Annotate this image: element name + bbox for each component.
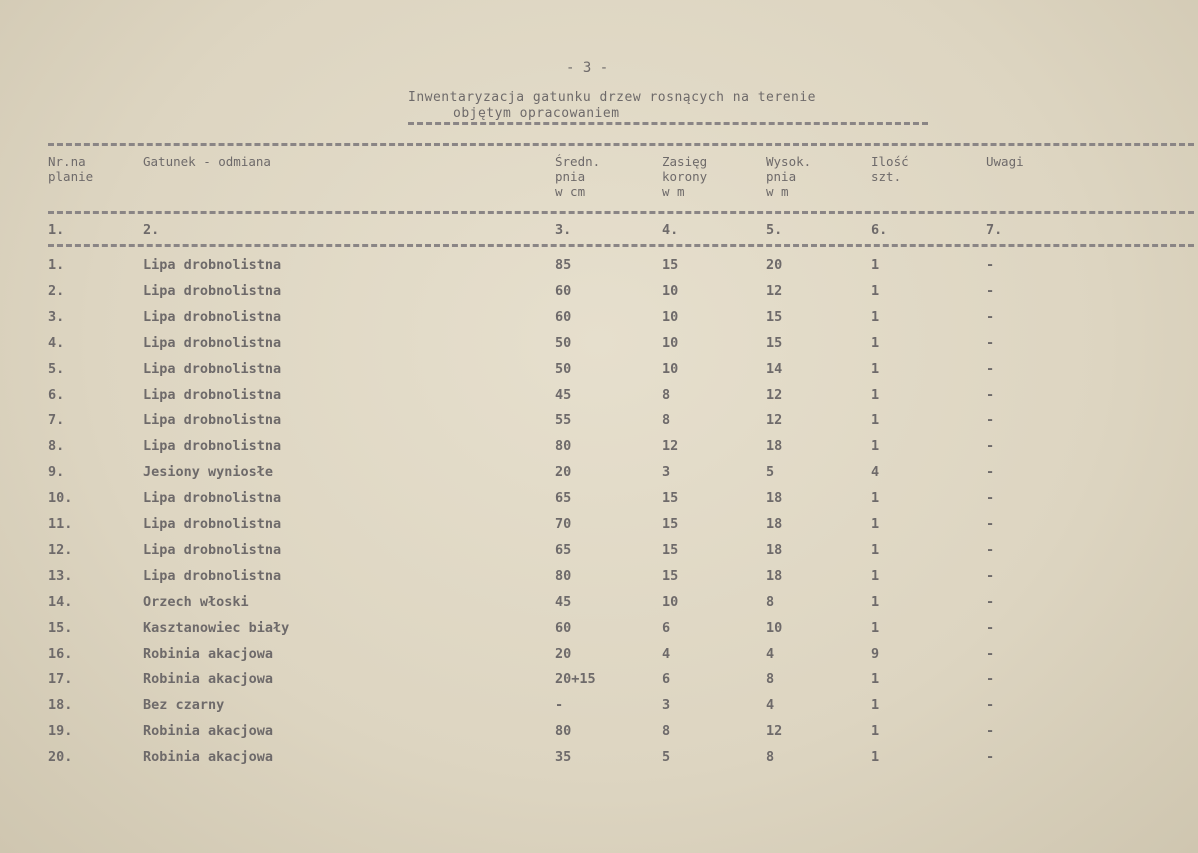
cell-ilosc: 1: [871, 412, 880, 429]
cell-srednica: 20: [555, 645, 572, 662]
cell-zasieg: 10: [662, 308, 679, 325]
header-uwagi: Uwagi: [986, 154, 1024, 169]
column-number: 4.: [662, 222, 679, 238]
cell-srednica: -: [555, 697, 564, 714]
cell-wysokosc: 15: [766, 308, 783, 325]
header-zasieg: Zasięg korony w m: [662, 154, 708, 199]
cell-zasieg: 15: [662, 257, 679, 273]
column-number: 3.: [555, 222, 572, 238]
cell-gatunek: Lipa drobnolistna: [143, 541, 282, 558]
column-number: 1.: [48, 222, 65, 238]
cell-ilosc: 1: [871, 697, 880, 714]
cell-wysokosc: 12: [766, 723, 783, 740]
cell-wysokosc: 20: [766, 257, 783, 273]
cell-uwagi: -: [986, 541, 995, 558]
document-title-line-1: Inwentaryzacja gatunku drzew rosnących na terenie: [408, 90, 817, 105]
cell-gatunek: Lipa drobnolistna: [143, 282, 282, 299]
cell-nr: 6.: [48, 386, 65, 403]
column-number: 2.: [143, 222, 160, 238]
cell-uwagi: -: [986, 516, 995, 532]
cell-uwagi: -: [986, 360, 995, 377]
cell-zasieg: 6: [662, 619, 671, 636]
cell-nr: 10.: [48, 490, 73, 507]
header-bottom-rule: [48, 211, 1194, 214]
table-row: [0, 464, 1198, 490]
cell-srednica: 35: [555, 749, 572, 766]
cell-wysokosc: 18: [766, 541, 783, 558]
cell-gatunek: Lipa drobnolistna: [143, 386, 282, 403]
cell-nr: 1.: [48, 257, 65, 273]
cell-wysokosc: 8: [766, 749, 775, 766]
cell-nr: 3.: [48, 308, 65, 325]
cell-zasieg: 12: [662, 438, 679, 455]
cell-gatunek: Robinia akacjowa: [143, 671, 274, 688]
cell-ilosc: 1: [871, 386, 880, 403]
cell-ilosc: 1: [871, 723, 880, 740]
header-nr: Nr.na planie: [48, 154, 94, 184]
cell-ilosc: 1: [871, 541, 880, 558]
cell-wysokosc: 5: [766, 464, 775, 481]
cell-nr: 17.: [48, 671, 73, 688]
cell-nr: 11.: [48, 516, 73, 532]
cell-uwagi: -: [986, 619, 995, 636]
table-row: [0, 542, 1198, 568]
cell-nr: 2.: [48, 282, 65, 299]
table-row: [0, 335, 1198, 361]
cell-zasieg: 15: [662, 516, 679, 532]
cell-nr: 5.: [48, 360, 65, 377]
cell-srednica: 20+15: [555, 671, 596, 688]
cell-ilosc: 1: [871, 257, 880, 273]
cell-srednica: 80: [555, 438, 572, 455]
header-gatunek: Gatunek - odmiana: [143, 154, 271, 169]
table-top-rule: [48, 143, 1194, 146]
cell-srednica: 60: [555, 308, 572, 325]
cell-gatunek: Robinia akacjowa: [143, 723, 274, 740]
cell-nr: 20.: [48, 749, 73, 766]
table-row: [0, 620, 1198, 646]
cell-zasieg: 3: [662, 464, 671, 481]
cell-ilosc: 4: [871, 464, 880, 481]
cell-wysokosc: 10: [766, 619, 783, 636]
cell-wysokosc: 12: [766, 386, 783, 403]
table-row: [0, 516, 1198, 542]
cell-ilosc: 1: [871, 438, 880, 455]
cell-ilosc: 1: [871, 282, 880, 299]
cell-uwagi: -: [986, 697, 995, 714]
cell-ilosc: 1: [871, 749, 880, 766]
cell-zasieg: 6: [662, 671, 671, 688]
header-wysokosc: Wysok. pnia w m: [766, 154, 812, 199]
cell-gatunek: Lipa drobnolistna: [143, 516, 282, 532]
cell-nr: 9.: [48, 464, 65, 481]
cell-srednica: 65: [555, 541, 572, 558]
cell-nr: 14.: [48, 593, 73, 610]
table-row: [0, 257, 1198, 283]
cell-srednica: 20: [555, 464, 572, 481]
table-row: [0, 671, 1198, 697]
cell-wysokosc: 8: [766, 593, 775, 610]
cell-wysokosc: 8: [766, 671, 775, 688]
cell-gatunek: Robinia akacjowa: [143, 645, 274, 662]
cell-gatunek: Robinia akacjowa: [143, 749, 274, 766]
cell-srednica: 45: [555, 593, 572, 610]
cell-zasieg: 8: [662, 723, 671, 740]
cell-zasieg: 15: [662, 541, 679, 558]
cell-ilosc: 1: [871, 360, 880, 377]
cell-uwagi: -: [986, 282, 995, 299]
cell-gatunek: Lipa drobnolistna: [143, 490, 282, 507]
cell-gatunek: Lipa drobnolistna: [143, 334, 282, 351]
cell-uwagi: -: [986, 723, 995, 740]
table-row: [0, 387, 1198, 413]
table-row: [0, 749, 1198, 775]
numbers-bottom-rule: [48, 244, 1194, 247]
table-row: [0, 412, 1198, 438]
cell-uwagi: -: [986, 593, 995, 610]
cell-gatunek: Orzech włoski: [143, 593, 249, 610]
cell-uwagi: -: [986, 671, 995, 688]
cell-uwagi: -: [986, 257, 995, 273]
cell-uwagi: -: [986, 308, 995, 325]
cell-ilosc: 1: [871, 308, 880, 325]
cell-ilosc: 1: [871, 334, 880, 351]
cell-zasieg: 3: [662, 697, 671, 714]
cell-nr: 4.: [48, 334, 65, 351]
cell-ilosc: 9: [871, 645, 880, 662]
cell-zasieg: 10: [662, 593, 679, 610]
cell-ilosc: 1: [871, 490, 880, 507]
cell-zasieg: 15: [662, 490, 679, 507]
cell-uwagi: -: [986, 567, 995, 584]
cell-wysokosc: 4: [766, 697, 775, 714]
cell-nr: 7.: [48, 412, 65, 429]
cell-srednica: 50: [555, 360, 572, 377]
cell-zasieg: 10: [662, 282, 679, 299]
page-number: - 3 -: [566, 60, 609, 76]
cell-zasieg: 10: [662, 334, 679, 351]
cell-uwagi: -: [986, 412, 995, 429]
cell-ilosc: 1: [871, 593, 880, 610]
title-underline: [408, 122, 928, 125]
table-row: [0, 438, 1198, 464]
cell-srednica: 50: [555, 334, 572, 351]
table-row: [0, 490, 1198, 516]
cell-srednica: 45: [555, 386, 572, 403]
table-row: [0, 723, 1198, 749]
cell-ilosc: 1: [871, 619, 880, 636]
cell-gatunek: Lipa drobnolistna: [143, 567, 282, 584]
table-row: [0, 309, 1198, 335]
table-row: [0, 568, 1198, 594]
cell-uwagi: -: [986, 645, 995, 662]
cell-srednica: 60: [555, 619, 572, 636]
cell-wysokosc: 18: [766, 438, 783, 455]
cell-wysokosc: 18: [766, 490, 783, 507]
cell-zasieg: 4: [662, 645, 671, 662]
cell-srednica: 60: [555, 282, 572, 299]
cell-srednica: 65: [555, 490, 572, 507]
cell-zasieg: 8: [662, 386, 671, 403]
cell-nr: 12.: [48, 541, 73, 558]
cell-ilosc: 1: [871, 567, 880, 584]
table-row: [0, 283, 1198, 309]
cell-uwagi: -: [986, 490, 995, 507]
cell-wysokosc: 4: [766, 645, 775, 662]
document-title-line-2: objętym opracowaniem: [453, 106, 620, 121]
cell-gatunek: Kasztanowiec biały: [143, 619, 290, 636]
table-row: [0, 646, 1198, 672]
cell-zasieg: 8: [662, 412, 671, 429]
cell-srednica: 55: [555, 412, 572, 429]
cell-gatunek: Lipa drobnolistna: [143, 257, 282, 273]
cell-ilosc: 1: [871, 516, 880, 532]
cell-srednica: 80: [555, 723, 572, 740]
table-row: [0, 361, 1198, 387]
cell-gatunek: Bez czarny: [143, 697, 225, 714]
cell-gatunek: Lipa drobnolistna: [143, 438, 282, 455]
cell-gatunek: Lipa drobnolistna: [143, 308, 282, 325]
cell-srednica: 80: [555, 567, 572, 584]
cell-wysokosc: 18: [766, 567, 783, 584]
cell-zasieg: 15: [662, 567, 679, 584]
cell-nr: 13.: [48, 567, 73, 584]
cell-nr: 19.: [48, 723, 73, 740]
cell-uwagi: -: [986, 438, 995, 455]
cell-wysokosc: 18: [766, 516, 783, 532]
cell-ilosc: 1: [871, 671, 880, 688]
cell-uwagi: -: [986, 464, 995, 481]
table-row: [0, 594, 1198, 620]
cell-uwagi: -: [986, 386, 995, 403]
cell-nr: 18.: [48, 697, 73, 714]
cell-srednica: 85: [555, 257, 572, 273]
cell-uwagi: -: [986, 749, 995, 766]
cell-zasieg: 10: [662, 360, 679, 377]
column-number: 7.: [986, 222, 1003, 238]
cell-wysokosc: 12: [766, 412, 783, 429]
cell-srednica: 70: [555, 516, 572, 532]
header-ilosc: Ilość szt.: [871, 154, 909, 184]
column-number: 5.: [766, 222, 783, 238]
cell-wysokosc: 12: [766, 282, 783, 299]
table-row: [0, 697, 1198, 723]
cell-gatunek: Lipa drobnolistna: [143, 360, 282, 377]
cell-nr: 8.: [48, 438, 65, 455]
cell-gatunek: Lipa drobnolistna: [143, 412, 282, 429]
cell-wysokosc: 15: [766, 334, 783, 351]
cell-gatunek: Jesiony wyniosłe: [143, 464, 274, 481]
cell-uwagi: -: [986, 334, 995, 351]
cell-nr: 16.: [48, 645, 73, 662]
cell-zasieg: 5: [662, 749, 671, 766]
column-number: 6.: [871, 222, 888, 238]
cell-nr: 15.: [48, 619, 73, 636]
cell-wysokosc: 14: [766, 360, 783, 377]
header-srednica: Średn. pnia w cm: [555, 154, 601, 199]
